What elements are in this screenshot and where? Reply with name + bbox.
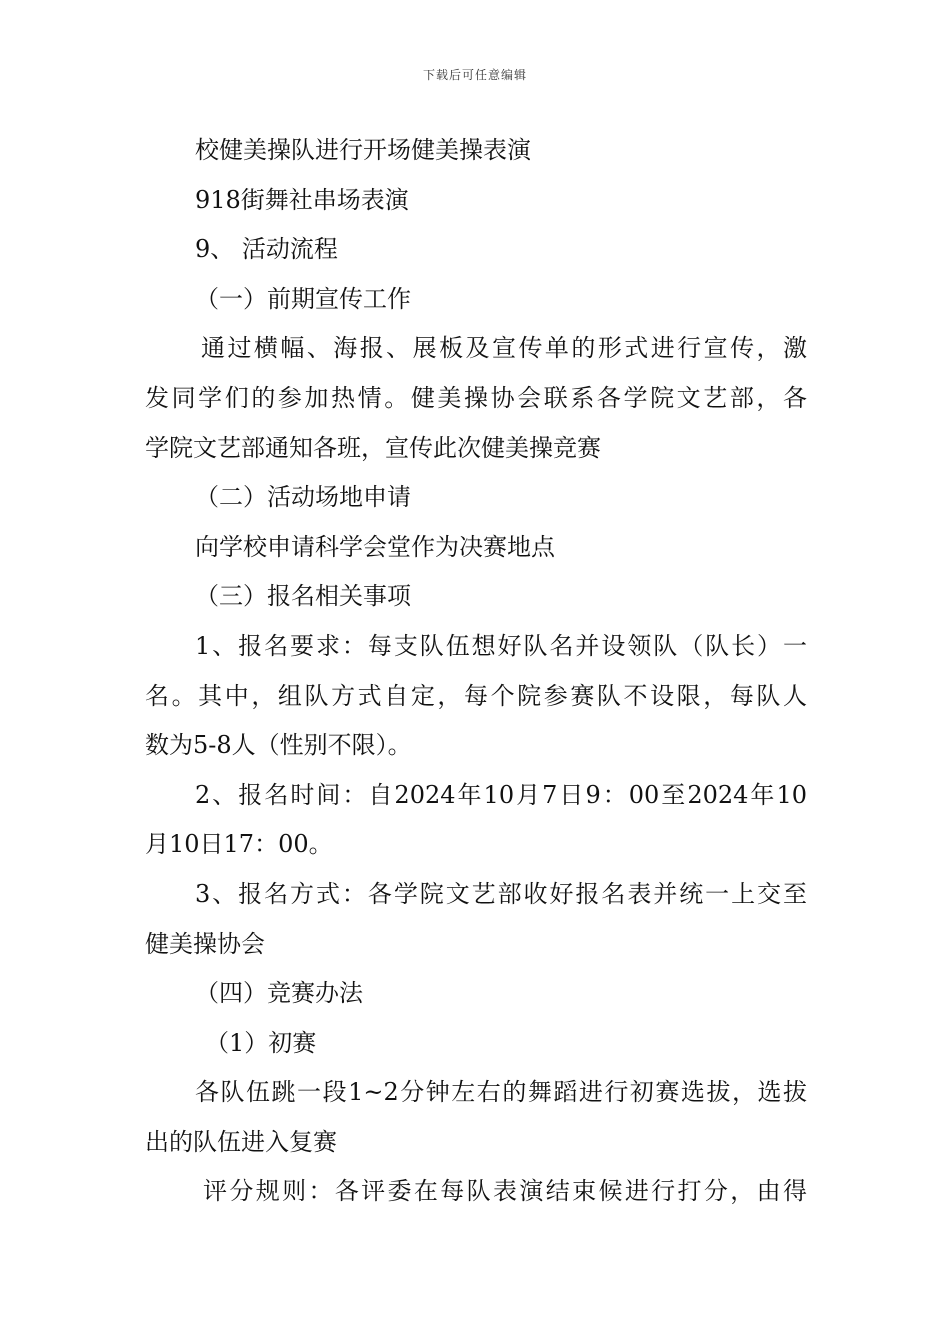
text-line: 向学校申请科学会堂作为决赛地点 bbox=[195, 532, 555, 561]
subsection-heading: （一）前期宣传工作 bbox=[195, 284, 411, 313]
paragraph-line: 健美操协会 bbox=[145, 929, 265, 958]
section-heading: 9、 活动流程 bbox=[195, 235, 338, 264]
text-line: 918街舞社串场表演 bbox=[195, 185, 409, 214]
paragraph-line: 评分规则：各评委在每队表演结束候进行打分，由得 bbox=[203, 1177, 807, 1206]
paragraph-line: 学院文艺部通知各班，宣传此次健美操竞赛 bbox=[145, 433, 601, 462]
paragraph-line: 发同学们的参加热情。健美操协会联系各学院文艺部，各 bbox=[145, 383, 807, 412]
subsection-heading: （1）初赛 bbox=[205, 1028, 317, 1057]
paragraph-line: 通过横幅、海报、展板及宣传单的形式进行宣传，激 bbox=[201, 334, 807, 363]
paragraph-line: 名。其中，组队方式自定，每个院参赛队不设限，每队人 bbox=[145, 681, 807, 710]
subsection-heading: （四）竞赛办法 bbox=[195, 979, 363, 1008]
subsection-heading: （三）报名相关事项 bbox=[195, 582, 411, 611]
paragraph-line: 1、报名要求：每支队伍想好队名并设领队（队长）一 bbox=[195, 631, 807, 660]
paragraph-line: 2、报名时间：自2024年10月7日9：00至2024年10 bbox=[195, 780, 807, 809]
paragraph-line: 出的队伍进入复赛 bbox=[145, 1127, 337, 1156]
paragraph-line: 各队伍跳一段1~2分钟左右的舞蹈进行初赛选拔，选拔 bbox=[195, 1078, 807, 1107]
subsection-heading: （二）活动场地申请 bbox=[195, 483, 411, 512]
paragraph-line: 3、报名方式：各学院文艺部收好报名表并统一上交至 bbox=[195, 879, 807, 908]
paragraph-line: 数为5-8人（性别不限）。 bbox=[145, 731, 412, 760]
document-body bbox=[145, 126, 807, 1217]
text-line: 校健美操队进行开场健美操表演 bbox=[195, 136, 531, 164]
page-header: 下载后可任意编辑 bbox=[422, 68, 527, 82]
paragraph-line: 月10日17：00。 bbox=[145, 830, 333, 859]
